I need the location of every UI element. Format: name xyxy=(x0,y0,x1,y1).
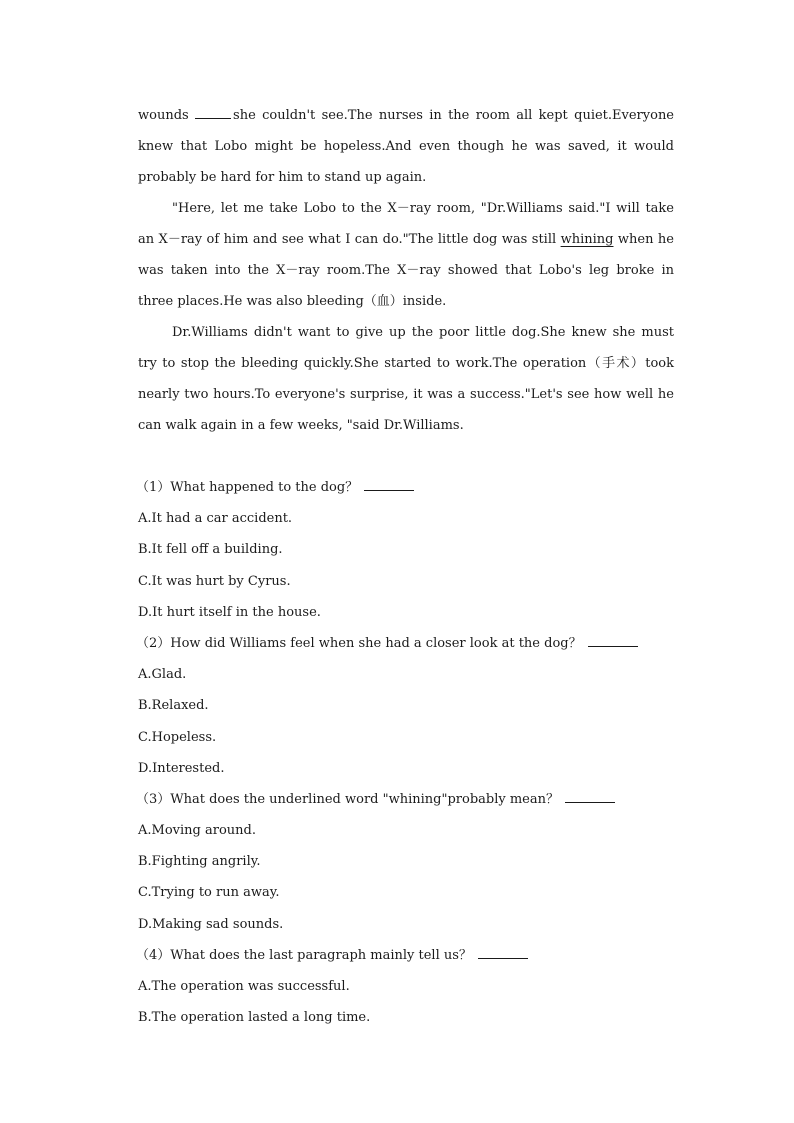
question-stem: （2）How did Williams feel when she had a closer look at the dog？ xyxy=(136,635,582,651)
question-stem: （3）What does the underlined word "whining"probably mean？ xyxy=(136,791,559,807)
answer-blank xyxy=(478,946,528,959)
option-c: C.It was hurt by Cyrus. xyxy=(138,573,291,589)
question-1 xyxy=(138,472,698,503)
option-a: A.The operation was successful. xyxy=(138,979,350,994)
passage-paragraph-2 xyxy=(138,193,674,317)
option-c: C.Hopeless. xyxy=(138,729,217,745)
answer-blank xyxy=(364,478,414,491)
option-b: B.Fighting angrily. xyxy=(138,854,261,870)
answer-blank xyxy=(565,790,615,803)
option-a: A.It had a car accident. xyxy=(138,511,293,527)
fill-in-blank xyxy=(195,108,231,119)
question-4 xyxy=(138,940,698,971)
paragraph-1-start: wounds xyxy=(138,108,196,123)
option-b: B.The operation lasted a long time. xyxy=(138,1010,371,1026)
answer-blank xyxy=(588,634,638,647)
question-list xyxy=(138,472,698,1033)
option-a: A.Moving around. xyxy=(138,823,256,839)
option-d: D.Making sad sounds. xyxy=(138,916,284,932)
question-3 xyxy=(138,784,698,815)
passage-paragraph-1 xyxy=(138,100,674,193)
underlined-word: whining xyxy=(560,232,614,247)
paragraph-2-rest: when he was taken into the X－ray room.The X－ray showed that Lobo's leg broke in three places.He was also bleeding（血）inside. xyxy=(138,232,674,309)
question-stem: （4）What does the last paragraph mainly tell us？ xyxy=(136,947,472,963)
option-d: D.Interested. xyxy=(138,760,225,776)
option-b: B.Relaxed. xyxy=(138,698,209,714)
paragraph-1-rest: she couldn't see.The nurses in the room all kept quiet.Everyone knew that Lobo might be hopeless.And even though he was saved, it would probably be hard for him to stand up again. xyxy=(138,108,675,185)
reading-passage xyxy=(138,100,674,441)
option-d: D.It hurt itself in the house. xyxy=(138,604,321,620)
option-c: C.Trying to run away. xyxy=(138,885,280,901)
passage-paragraph-3: Dr.Williams didn't want to give up the poor little dog.She knew she must try to stop the bleeding quickly.She started to work.The operation（手术）took nearly two hours.To everyone's surprise, it was a success."Let's see how well he can walk again in a few weeks, "said Dr.Williams. xyxy=(138,325,674,433)
question-stem: （1）What happened to the dog？ xyxy=(136,480,359,495)
paragraph-2-start: "Here, let me take Lobo to the X－ray room, "Dr.Williams said."I will take an X－ray of him and see what I can do."The little dog was still xyxy=(138,201,674,247)
option-a: A.Glad. xyxy=(138,667,187,683)
option-b: B.It fell off a building. xyxy=(138,542,283,558)
question-2 xyxy=(138,628,698,659)
